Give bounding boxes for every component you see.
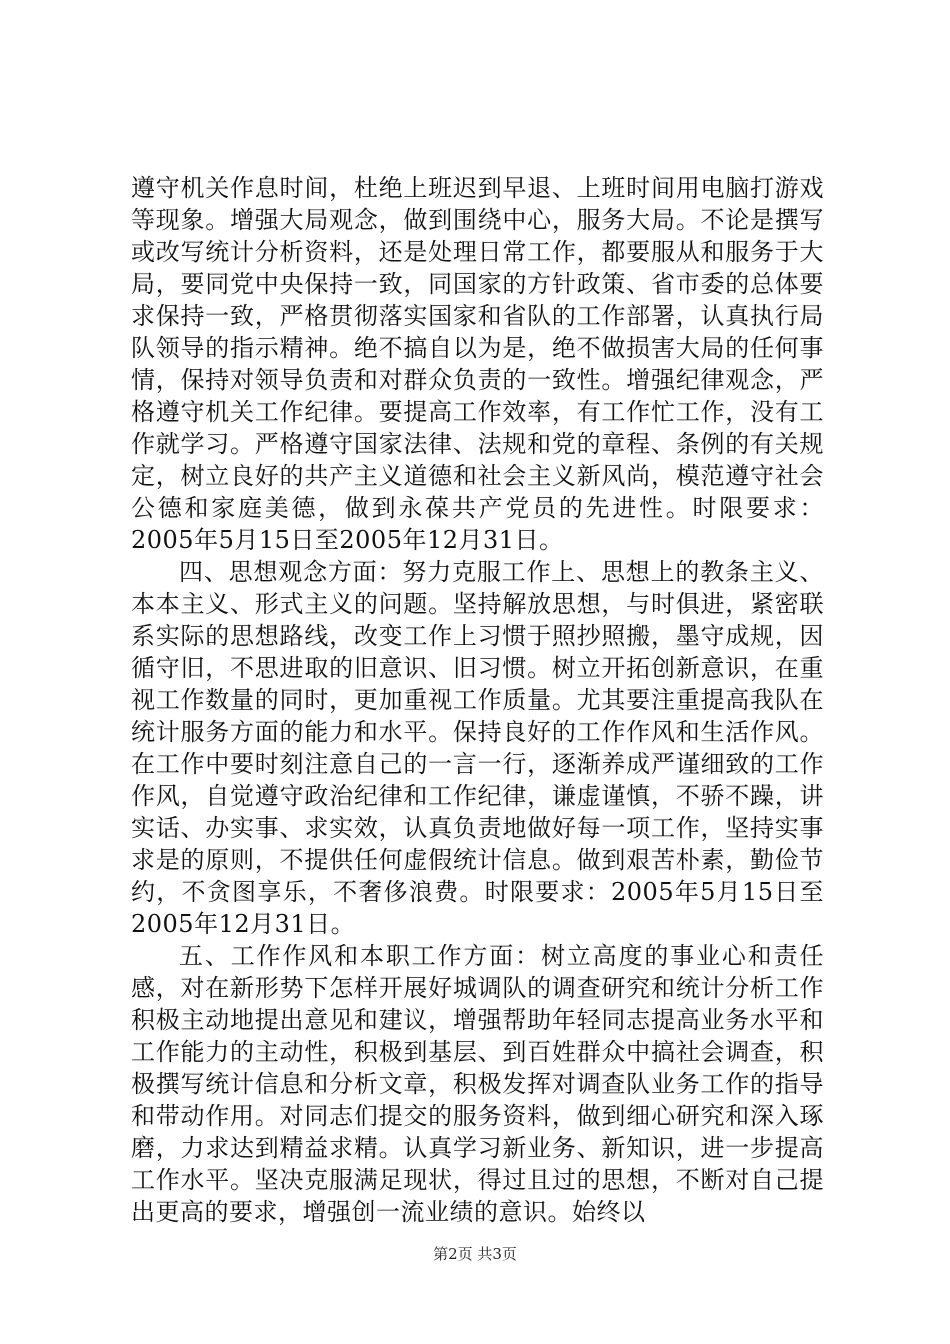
paragraph-section-4: 四、思想观念方面：努力克服工作上、思想上的教条主义、本本主义、形式主义的问题。坚持解放思想，与时俱进，紧密联系实际的思想路线，改变工作上习惯于照抄照搬，墨守成规，因循守旧，不思进取的旧意识、旧习惯。树立开拓创新意识，在重视工作数量的同时，更加重视工作质量。尤其要注重提高我队在统计服务方面的能力和水平。保持良好的工作作风和生活作风。在工作中要时刻注意自己的一言一行，逐渐养成严谨细致的工作作风，自觉遵守政治纪律和工作纪律，谦虚谨慎，不骄不躁，讲实话、办实事、求实效，认真负责地做好每一项工作，坚持实事求是的原则，不提供任何虚假统计信息。做到艰苦朴素，勤俭节约，不贪图享乐，不奢侈浪费。时限要求：2005年5月15日至2005年12月31日。 [131, 558, 824, 938]
page-number-footer: 第2页 共3页 [433, 1245, 517, 1263]
document-body [131, 172, 824, 1228]
paragraph-section-5: 五、工作作风和本职工作方面：树立高度的事业心和责任感，对在新形势下怎样开展好城调队的调查研究和统计分析工作积极主动地提出意见和建议，增强帮助年轻同志提高业务水平和工作能力的主动性，积极到基层、到百姓群众中搞社会调查，积极撰写统计信息和分析文章，积极发挥对调查队业务工作的指导和带动作用。对同志们提交的服务资料，做到细心研究和深入琢磨，力求达到精益求精。认真学习新业务、新知识，进一步提高工作水平。坚决克服满足现状，得过且过的思想，不断对自己提出更高的要求，增强创一流业绩的意识。始终以 [131, 942, 824, 1226]
paragraph-continuation: 遵守机关作息时间，杜绝上班迟到早退、上班时间用电脑打游戏等现象。增强大局观念，做到围绕中心，服务大局。不论是撰写或改写统计分析资料，还是处理日常工作，都要服从和服务于大局，要同党中央保持一致，同国家的方针政策、省市委的总体要求保持一致，严格贯彻落实国家和省队的工作部署，认真执行局队领导的指示精神。绝不搞自以为是，绝不做损害大局的任何事情，保持对领导负责和对群众负责的一致性。增强纪律观念，严格遵守机关工作纪律。要提高工作效率，有工作忙工作，没有工作就学习。严格遵守国家法律、法规和党的章程、条例的有关规定，树立良好的共产主义道德和社会主义新风尚，模范遵守社会公德和家庭美德，做到永葆共产党员的先进性。时限要求：2005年5月15日至2005年12月31日。 [131, 174, 824, 554]
